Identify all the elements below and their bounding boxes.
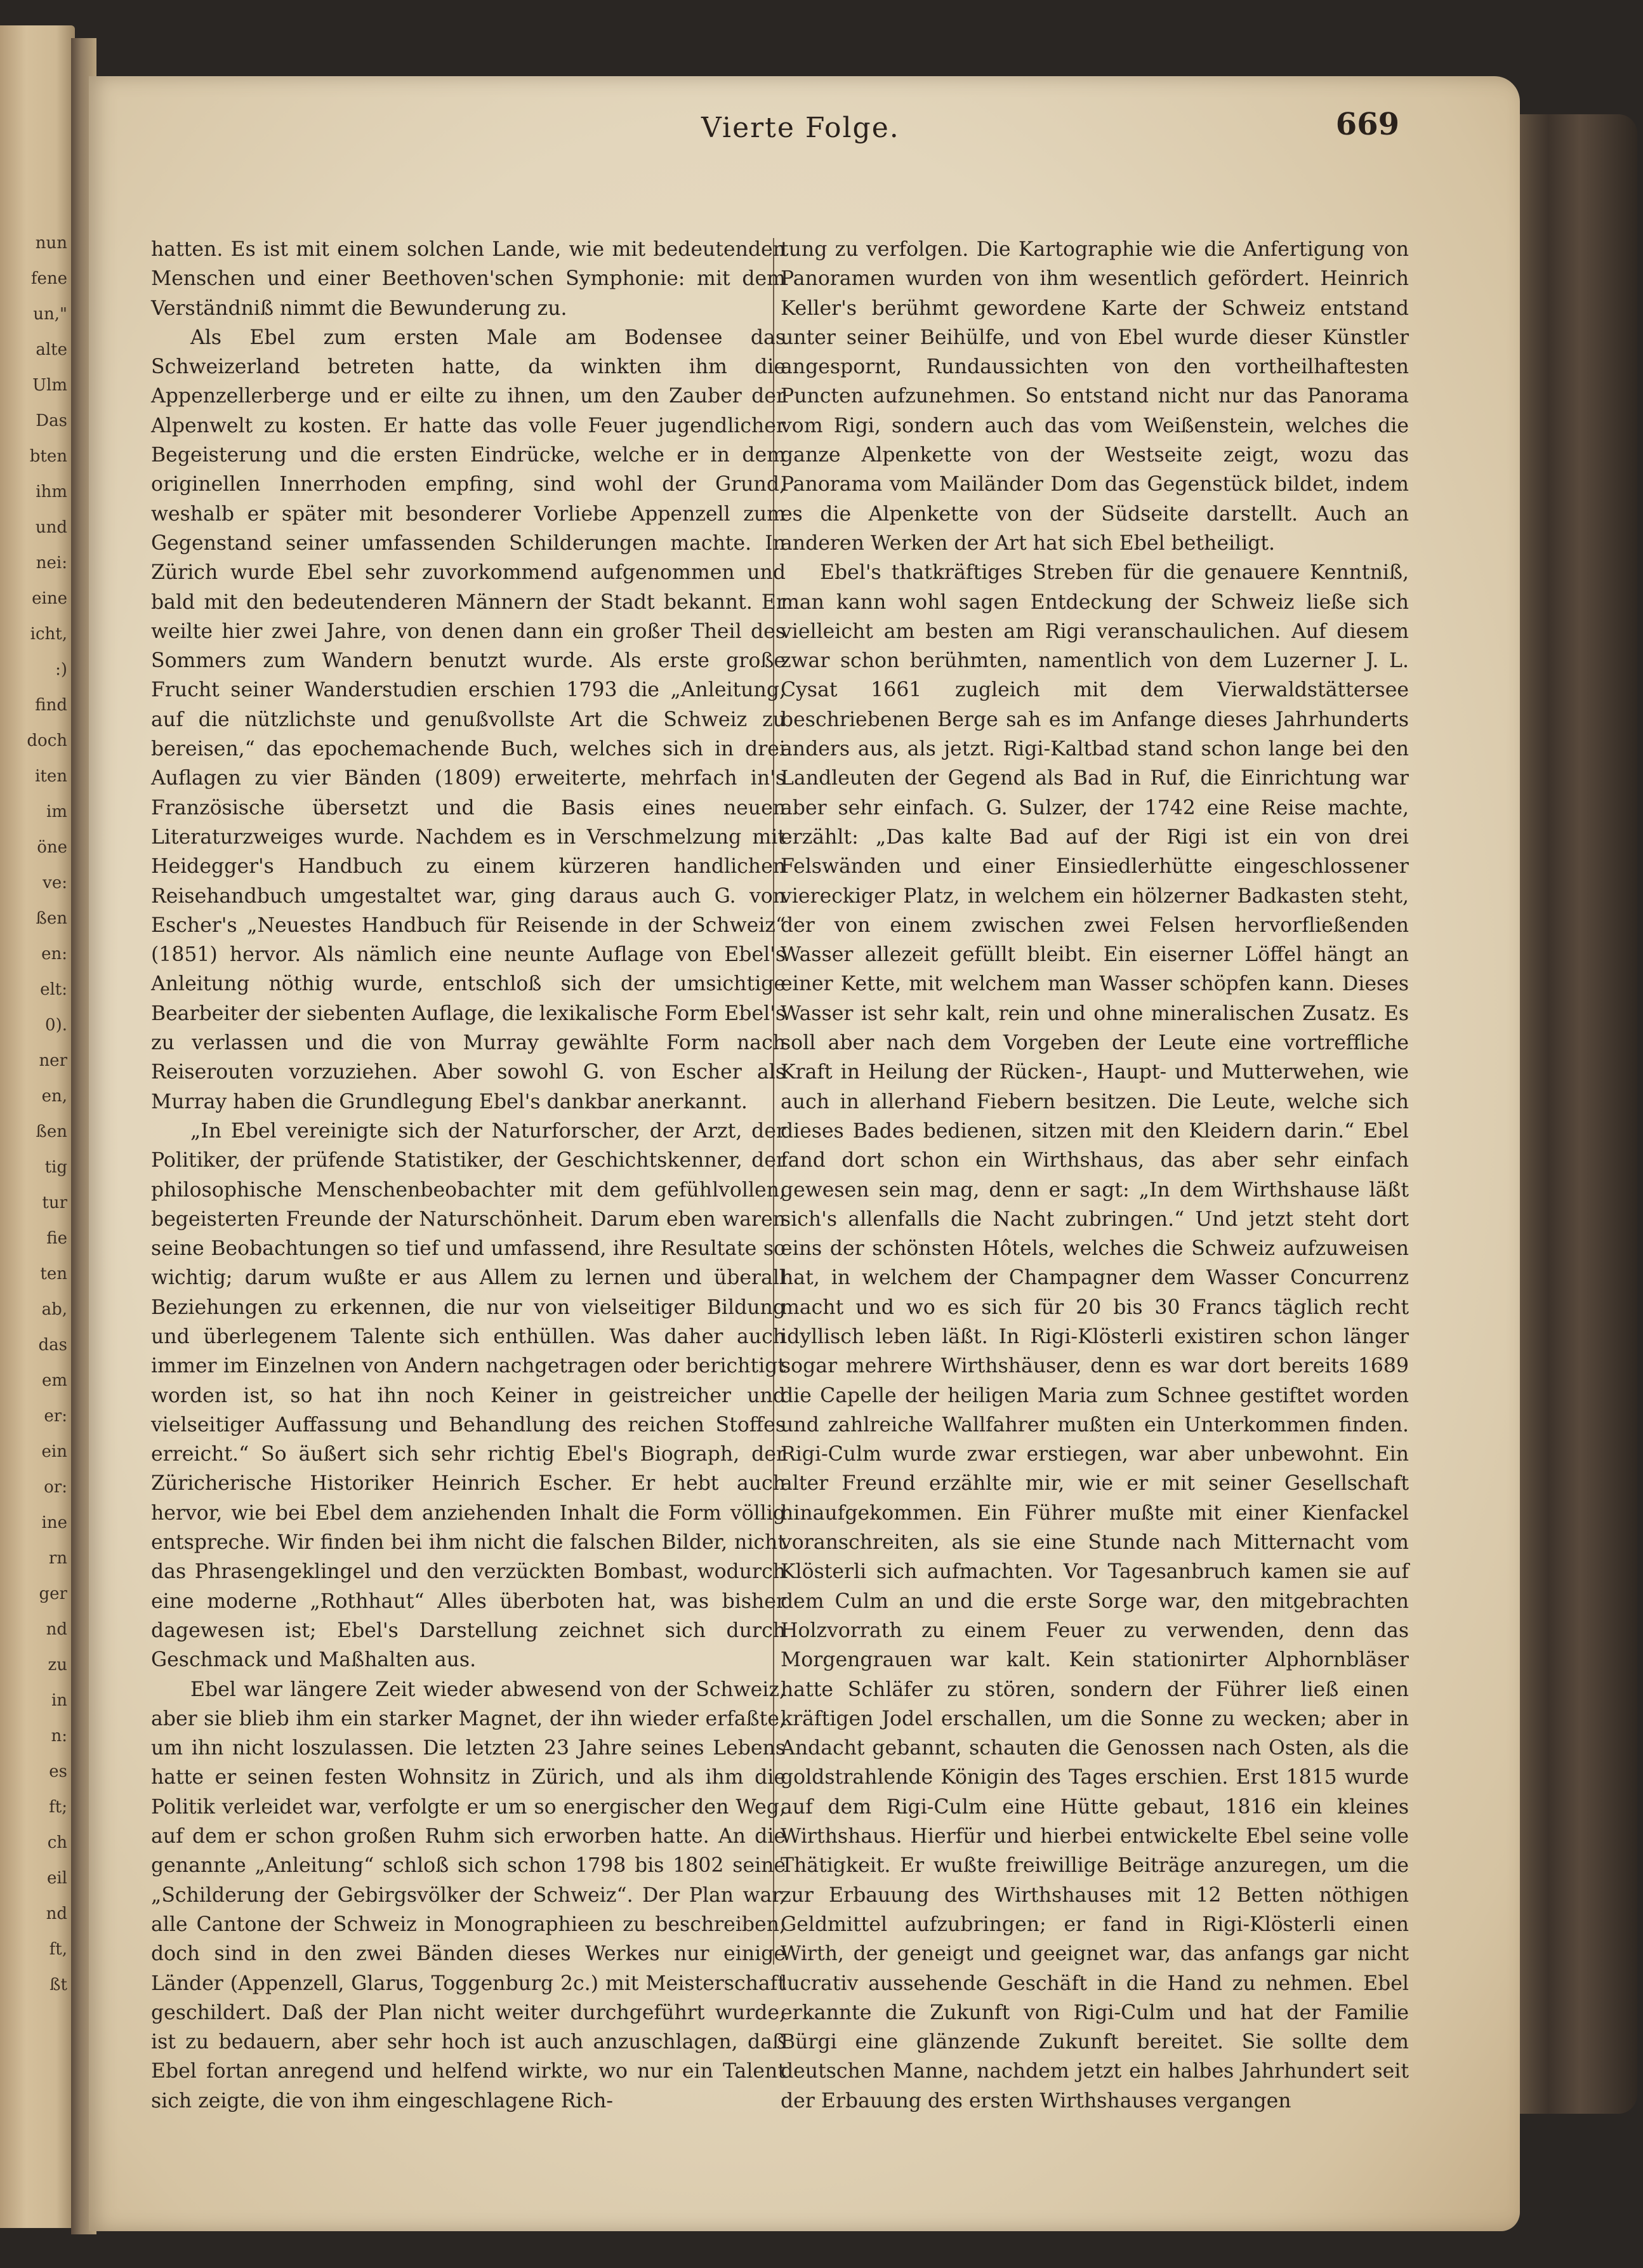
left-page-fragment: tur xyxy=(42,1193,67,1212)
left-page-fragment: nei: xyxy=(36,554,67,573)
left-page-fragment: or: xyxy=(44,1478,67,1497)
left-page-text-fragments xyxy=(0,235,71,2012)
left-page-fragment: im xyxy=(46,802,67,821)
left-page-fragment: rn xyxy=(48,1549,67,1568)
left-page-fragment: Das xyxy=(36,411,67,430)
left-page-fragment: find xyxy=(35,696,67,715)
page-header xyxy=(701,107,1399,164)
book-page-edges xyxy=(1510,114,1637,2114)
left-page-fragment: bten xyxy=(29,447,67,466)
left-page-fragment: icht, xyxy=(30,625,67,644)
paragraph: Als Ebel zum ersten Male am Bodensee das Schweizerland betreten hatte, da winkten ihm die Appenzellerberge und er eilte zu ihnen, um den Zauber der Alpenwelt zu kosten. Er hatte das volle Feuer jugendlicher Begeisterung und die ersten Eindrücke, welche er in dem originellen Innerrhoden empfing, sind wohl der Grund, weshalb er später mit besonderer Vorliebe Appenzell zum Gegenstand seiner umfassenden Schilderungen machte. In Zürich wurde Ebel sehr zuvorkommend aufgenommen und bald mit den bedeutenderen Männern der Stadt bekannt. Er weilte hier zwei Jahre, von denen dann ein großer Theil des Sommers zum Wandern benutzt wurde. Als erste große Frucht seiner Wanderstudien erschien 1793 die „Anleitung, auf die nützlichste und genußvollste Art die Schweiz zu bereisen,“ das epochemachende Buch, welches sich in drei Auflagen zu vier Bänden (1809) erweiterte, mehrfach in's Französische übersetzt und die Basis eines neuen Literaturzweiges wurde. Nachdem es in Verschmelzung mit Heidegger's Handbuch zu einem kürzeren handlichen Reisehandbuch umgestaltet war, ging daraus auch G. von Escher's „Neuestes Handbuch für Reisende in der Schweiz“ (1851) hervor. Als nämlich eine neunte Auflage von Ebel's Anleitung nöthig wurde, entschloß sich der umsichtige Bearbeiter der siebenten Auflage, die lexikalische Form Ebel's zu verlassen und die von Murray gewählte Form nach Reiserouten vorzuziehen. Aber sowohl G. von Escher als Murray haben die Grundlegung Ebel's dankbar anerkannt. xyxy=(151,326,786,1113)
left-page-fragment: nun xyxy=(35,234,67,253)
left-page-fragment: ine xyxy=(41,1513,67,1532)
paragraph: Ebel's thatkräftiges Streben für die genauere Kenntniß, man kann wohl sagen Entdeckung der Schweiz ließe sich vielleicht am besten am Rigi veranschaulichen. Auf diesem zwar schon berühmten, namentlich von dem Luzerner J. L. Cysat 1661 zugleich mit dem Vierwaldstättersee beschriebenen Berge sah es im Anfange dieses Jahrhunderts anders aus, als jetzt. Rigi-Kaltbad stand schon lange bei den Landleuten der Gegend als Bad in Ruf, die Einrichtung war aber sehr einfach. G. Sulzer, der 1742 eine Reise machte, erzählt: „Das kalte Bad auf der Rigi ist ein von drei Felswänden und einer Einsiedlerhütte eingeschlossener viereckiger Platz, in welchem ein hölzerner Badkasten steht, der von einem zwischen zwei Felsen hervorfließenden Wasser allezeit gefüllt bleibt. Ein eiserner Löffel hängt an einer Kette, mit welchem man Wasser schöpfen kann. Dieses Wasser ist sehr kalt, rein und ohne mineralischen Zusatz. Es soll aber nach dem Vorgeben der Leute eine vortreffliche Kraft in Heilung der Rücken-, Haupt- und Mutterwehen, wie auch in allerhand Fiebern besitzen. Die Leute, welche sich dieses Bades bedienen, sitzen mit den Kleidern darin.“ Ebel fand dort schon ein Wirthshaus, das aber sehr einfach gewesen sein mag, denn er sagt: „In dem Wirthshause läßt sich's allenfalls die Nacht zubringen.“ Und jetzt steht dort eins der schönsten Hôtels, welches die Schweiz aufzuweisen hat, in welchem der Champagner dem Wasser Concurrenz macht und wo es sich für 20 bis 30 Francs täglich recht idyllisch leben läßt. In Rigi-Klösterli existiren schon länger sogar mehrere Wirthshäuser, denn es war dort bereits 1689 die Capelle der heiligen Maria zum Schnee gestiftet worden und zahlreiche Wallfahrer mußten ein Unterkommen finden. Rigi-Culm wurde zwar erstiegen, war aber unbewohnt. Ein alter Freund erzählte mir, wie er mit seiner Gesellschaft hinaufgekommen. Ein Führer mußte mit einer Kienfackel voranschreiten, als sie eine Stunde nach Mitternacht vom Klösterli sich aufmachten. Vor Tagesanbruch kamen sie auf dem Culm an und die erste Sorge war, den mitgebrachten Holzvorrath zu einem Feuer zu verwenden, denn das Morgengrauen war kalt. Kein stationirter Alphornbläser hatte Schläfer zu stören, sondern der Führer ließ einen kräftigen Jodel erschallen, um die Sonne zu wecken; aber in Andacht gebannt, schauten die Genossen nach Osten, als die goldstrahlende Königin des Tages erschien. Erst 1815 wurde auf dem Rigi-Culm eine Hütte gebaut, 1816 ein kleines Wirthshaus. Hierfür und hierbei entwickelte Ebel seine volle Thätigkeit. Er wußte freiwillige Beiträge anzuregen, um die zur Erbauung des Wirthshauses mit 12 Betten nöthigen Geldmittel aufzubringen; er fand in Rigi-Klösterli einen Wirth, der geneigt und geeignet war, das anfangs gar nicht lucrativ aussehende Geschäft in die Hand zu nehmen. Ebel erkannte die Zukunft von Rigi-Culm und hat der Familie Bürgi eine glänzende Zukunft bereitet. Sie sollte dem deutschen Manne, nachdem jetzt ein halbes Jahrhundert seit der Erbauung des ersten Wirthshauses vergangen xyxy=(781,561,1409,2112)
left-page-fragment: un," xyxy=(33,305,67,324)
left-page-fragment: in xyxy=(51,1691,67,1710)
left-page-fragment: ger xyxy=(39,1584,67,1603)
page-number: 669 xyxy=(1335,107,1399,142)
right-text-column xyxy=(781,235,1409,2112)
left-page-fragment: ft; xyxy=(49,1798,67,1817)
left-page-fragment: doch xyxy=(27,731,67,750)
left-page-fragment: fene xyxy=(30,269,67,288)
left-page-fragment: n: xyxy=(51,1727,67,1746)
left-text-column xyxy=(151,235,786,2112)
left-page-fragment: en: xyxy=(41,945,67,964)
paragraph: tung zu verfolgen. Die Kartographie wie die Anfertigung von Panoramen wurden von ihm wesentlich gefördert. Heinrich Keller's berühmt gewordene Karte der Schweiz entstand unter seiner Beihülfe, und von Ebel wurde dieser Künstler angespornt, Rundaussichten von den vortheilhaftesten Puncten aufzunehmen. So entstand nicht nur das Panorama vom Rigi, sondern auch das vom Weißenstein, welches die ganze Alpenkette von der Westseite zeigt, wozu das Panorama vom Mailänder Dom das Gegenstück bildet, indem es die Alpenkette von der Südseite darstellt. Auch an anderen Werken der Art hat sich Ebel betheiligt. xyxy=(781,238,1409,555)
left-page-fragment: em xyxy=(41,1371,67,1390)
paragraph: hatten. Es ist mit einem solchen Lande, wie mit bedeutenden Menschen und einer Beethoven'schen Symphonie: mit dem Verständniß nimmt die Bewunderung zu. xyxy=(151,238,786,320)
left-page-fragment: eil xyxy=(46,1869,67,1888)
left-page-fragment: er: xyxy=(44,1407,67,1426)
left-page-fragment: ßen xyxy=(36,1122,67,1141)
paragraph: „In Ebel vereinigte sich der Naturforscher, der Arzt, der Politiker, der prüfende Statistiker, der Geschichtskenner, der philosophische Menschenbeobachter mit dem gefühlvollen, begeisterten Freunde der Naturschönheit. Darum eben waren seine Beobachtungen so tief und umfassend, ihre Resultate so wichtig; darum wußte er aus Allem zu lernen und überall Beziehungen zu erkennen, die nur von vielseitiger Bildung und überlegenem Talente sich enthüllen. Was daher auch immer im Einzelnen von Andern nachgetragen oder berichtigt worden ist, so hat ihn noch Keiner in geistreicher und vielseitiger Auffassung und Behandlung des reichen Stoffes erreicht.“ So äußert sich sehr richtig Ebel's Biograph, der Züricherische Historiker Heinrich Escher. Er hebt auch hervor, wie bei Ebel dem anziehenden Inhalt die Form völlig entspreche. Wir finden bei ihm nicht die falschen Bilder, nicht das Phrasengeklingel und den verzückten Bombast, wodurch eine moderne „Rothhaut“ Alles überboten hat, was bisher dagewesen ist; Ebel's Darstellung zeichnet sich durch Geschmack und Maßhalten aus. xyxy=(151,1119,786,1672)
left-page-fragment: ßt xyxy=(49,1975,67,1994)
left-page-fragment: das xyxy=(38,1336,67,1355)
left-page-fragment: eine xyxy=(32,589,67,608)
left-page-fragment: iten xyxy=(35,767,67,786)
left-page-fragment: zu xyxy=(48,1655,67,1674)
left-page-fragment: ßen xyxy=(36,909,67,928)
left-page-fragment: nd xyxy=(46,1620,67,1639)
left-page-fragment: ein xyxy=(41,1442,67,1461)
left-page-fragment: nd xyxy=(46,1904,67,1923)
left-page-fragment: ch xyxy=(47,1833,67,1852)
left-page-fragment: und xyxy=(35,518,67,537)
left-page-fragment: tig xyxy=(44,1158,67,1177)
running-title: Vierte Folge. xyxy=(701,112,900,144)
left-page-fragment: öne xyxy=(37,838,67,857)
paragraph: Ebel war längere Zeit wieder abwesend von der Schweiz, aber sie blieb ihm ein starker Magnet, der ihn wieder erfaßte, um ihn nicht loszulassen. Die letzten 23 Jahre seines Lebens hatte er seinen festen Wohnsitz in Zürich, und als ihm die Politik verleidet war, verfolgte er um so energischer den Weg, auf dem er schon großen Ruhm sich erworben hatte. An die genannte „Anleitung“ schloß sich schon 1798 bis 1802 seine „Schilderung der Gebirgsvölker der Schweiz“. Der Plan war, alle Cantone der Schweiz in Monographieen zu beschreiben, doch sind in den zwei Bänden dieses Werkes nur einige Länder (Appenzell, Glarus, Toggenburg 2c.) mit Meisterschaft geschildert. Daß der Plan nicht weiter durchgeführt wurde, ist zu bedauern, aber sehr hoch ist auch anzuschlagen, daß Ebel fortan anregend und helfend wirkte, wo nur ein Talent sich zeigte, die von ihm eingeschlagene Rich- xyxy=(151,1678,786,2112)
left-page-fragment: alte xyxy=(36,340,67,359)
left-page-fragment: :) xyxy=(55,660,67,679)
left-page-fragment: ner xyxy=(39,1051,67,1070)
left-page-fragment: ten xyxy=(40,1264,67,1283)
left-page-fragment: es xyxy=(49,1762,67,1781)
left-page-fragment: 0). xyxy=(45,1016,67,1035)
left-page-fragment: ft, xyxy=(49,1940,67,1959)
left-facing-page xyxy=(0,25,75,2228)
left-page-fragment: fie xyxy=(46,1229,67,1248)
left-page-fragment: ab, xyxy=(41,1300,67,1319)
left-page-fragment: ve: xyxy=(43,873,67,892)
left-page-fragment: Ulm xyxy=(32,376,67,395)
left-page-fragment: ihm xyxy=(36,482,67,501)
left-page-fragment: en, xyxy=(41,1087,67,1106)
left-page-fragment: elt: xyxy=(40,980,67,999)
